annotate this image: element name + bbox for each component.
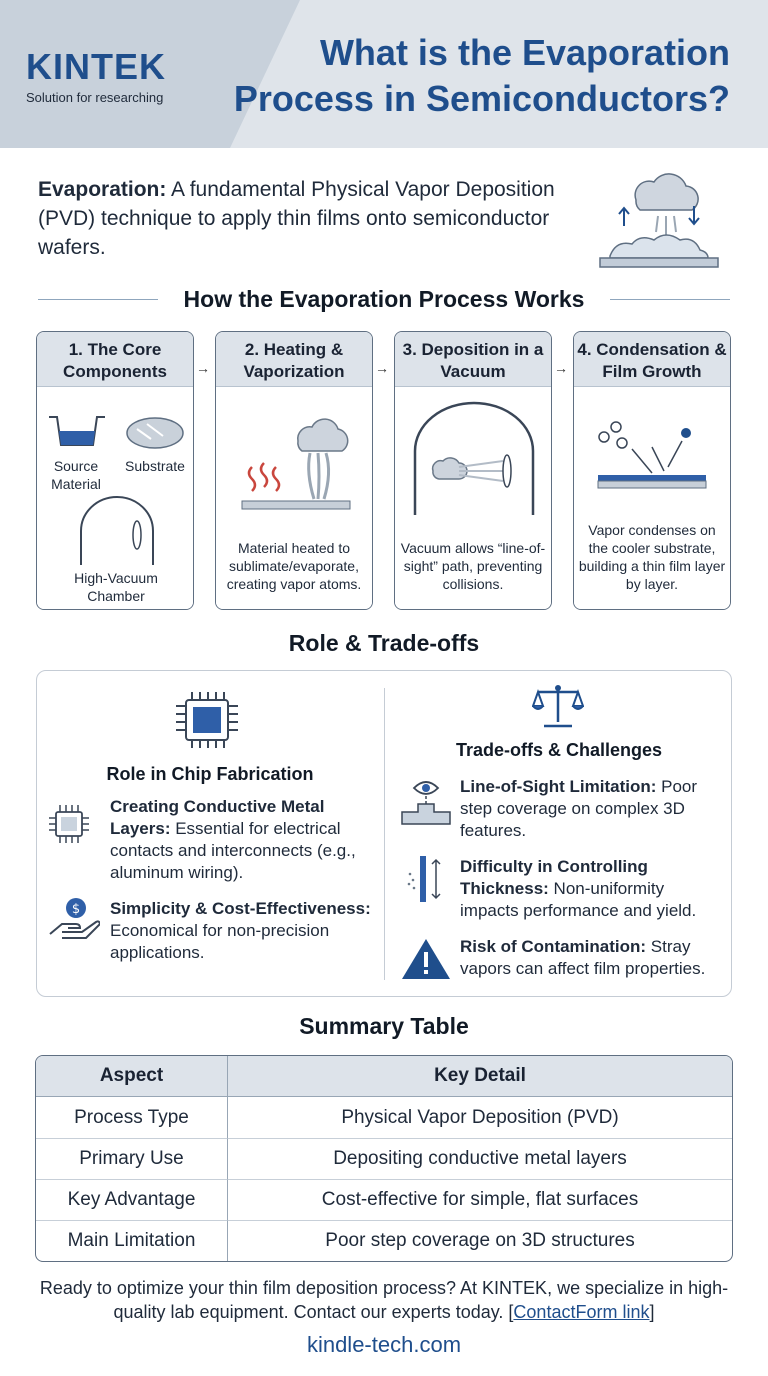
logo-tagline: Solution for researching <box>26 90 164 105</box>
table-row <box>36 1138 732 1179</box>
intro-definition: A fundamental Physical Vapor Deposition (PVD) technique to apply thin films onto semiconductor wafers. <box>38 178 555 259</box>
role-item-cost-effectiveness: Simplicity & Cost-Effectiveness: Economical for non-precision applications. <box>110 899 371 962</box>
column-header-aspect: Aspect <box>36 1056 228 1097</box>
warning-triangle-icon <box>400 936 452 982</box>
step-body <box>574 387 730 609</box>
step-body <box>216 387 372 609</box>
step-title: 3. Deposition in a Vacuum <box>395 332 551 387</box>
step-condensation-film <box>573 331 731 610</box>
step-body <box>37 387 193 609</box>
label-vacuum-chamber: High-Vacuum Chamber <box>74 570 158 604</box>
step-title: 1. The Core Components <box>37 332 193 387</box>
svg-text:$: $ <box>71 902 81 917</box>
heading-rule-right <box>610 299 730 300</box>
step-description: Vapor condenses on the cooler substrate, building a thin film layer by layer. <box>578 522 726 592</box>
step-arrow-icon: → <box>375 360 389 376</box>
hand-coin-icon <box>46 894 100 944</box>
role-heading: Role & Trade-offs <box>288 630 480 656</box>
table-cell: Primary Use <box>36 1138 228 1179</box>
table-cell: Poor step coverage on 3D structures <box>228 1220 732 1261</box>
crucible-icon <box>47 413 107 453</box>
table-header-row <box>36 1056 732 1097</box>
contact-form-link[interactable]: ContactForm link <box>513 1302 650 1322</box>
column-header-key-detail: Key Detail <box>228 1056 732 1097</box>
step-title: 2. Heating & Vaporization <box>216 332 372 387</box>
table-cell: Cost-effective for simple, flat surfaces <box>228 1179 732 1220</box>
table-cell: Main Limitation <box>36 1220 228 1261</box>
microchip-icon <box>174 688 240 752</box>
panel-divider <box>384 688 385 980</box>
tradeoff-item-line-of-sight: Line-of-Sight Limitation: Poor step coverage on complex 3D features. <box>460 777 698 840</box>
step-description: Vacuum allows “line-of-sight” path, preventing collisions. <box>400 540 546 592</box>
vacuum-line-of-sight-icon <box>411 401 537 517</box>
label-substrate: Substrate <box>125 458 185 474</box>
thickness-gauge-icon <box>404 854 444 904</box>
table-row <box>36 1179 732 1220</box>
process-heading: How the Evaporation Process Works <box>183 286 585 312</box>
role-right-heading: Trade-offs & Challenges <box>455 740 663 760</box>
tradeoff-item-thickness: Difficulty in Controlling Thickness: Non-uniformity impacts performance and yield. <box>460 857 697 920</box>
label-source-material: Source Material <box>51 458 101 492</box>
kintek-logo[interactable]: KINTEK <box>26 46 166 87</box>
table-row <box>36 1097 732 1138</box>
table-cell: Physical Vapor Deposition (PVD) <box>341 1106 619 1128</box>
step-description: Material heated to sublimate/evaporate, creating vapor atoms. <box>226 540 362 592</box>
footer-website-link[interactable]: kindle-tech.com <box>306 1332 462 1357</box>
role-left-heading: Role in Chip Fabrication <box>106 764 314 784</box>
table-row <box>36 1220 732 1261</box>
line-of-sight-eye-icon <box>400 776 452 826</box>
header-banner <box>0 0 768 148</box>
step-deposition-vacuum <box>394 331 552 610</box>
condensation-film-icon <box>594 411 710 501</box>
table-cell: Depositing conductive metal layers <box>228 1138 732 1179</box>
call-to-action: Ready to optimize your thin film deposition process? At KINTEK, we specialize in high-quality lab equipment. Contact our experts today. [ContactForm link] <box>39 1278 729 1322</box>
role-item-conductive-layers: Creating Conductive Metal Layers: Essential for electrical contacts and interconnects (e.g., aluminum wiring). <box>110 797 356 882</box>
balance-scale-icon <box>532 682 584 728</box>
step-arrow-icon: → <box>554 360 568 376</box>
step-heating-vaporization <box>215 331 373 610</box>
summary-table <box>35 1055 733 1262</box>
circuit-chip-icon <box>46 802 92 846</box>
step-body <box>395 387 551 609</box>
table-cell: Key Advantage <box>36 1179 228 1220</box>
heating-vapor-icon <box>238 401 354 513</box>
intro-term: Evaporation: <box>38 178 167 201</box>
step-core-components <box>36 331 194 610</box>
tradeoff-item-contamination: Risk of Contamination: Stray vapors can affect film properties. <box>460 937 706 978</box>
summary-heading: Summary Table <box>299 1013 469 1039</box>
step-title: 4. Condensation & Film Growth <box>574 332 730 387</box>
substrate-wafer-icon <box>125 415 185 451</box>
vacuum-chamber-icon <box>79 495 155 567</box>
page-title: What is the Evaporation Process in Semiconductors? <box>233 32 730 119</box>
evaporation-cloud-icon <box>596 166 722 272</box>
step-arrow-icon: → <box>196 360 210 376</box>
table-cell: Process Type <box>36 1097 228 1138</box>
intro-text <box>38 175 558 262</box>
